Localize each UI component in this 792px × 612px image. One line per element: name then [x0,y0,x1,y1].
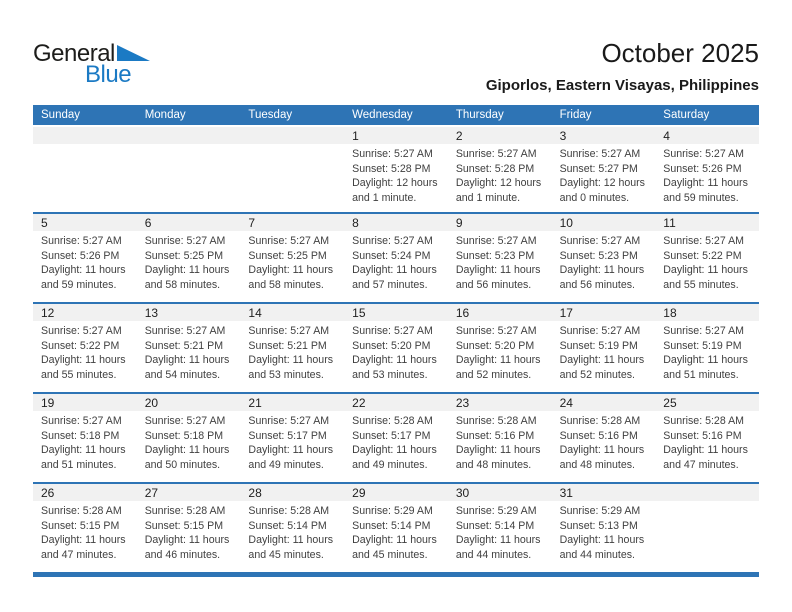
day-number: 8 [352,216,359,230]
day-number: 23 [455,396,470,410]
day-sunset-text: Sunset: 5:28 PM [455,162,535,175]
day-number [137,127,241,145]
day-daylight2-text: and 48 minutes. [559,458,635,471]
day-daylight1-text: Daylight: 11 hours [559,354,645,367]
day-daylight2-text: and 47 minutes. [663,458,739,471]
day-sunset-text: Sunset: 5:16 PM [559,429,638,442]
day-cell [33,321,137,382]
day-daylight1-text: Daylight: 11 hours [41,264,126,277]
day-sunset-text: Sunset: 5:15 PM [41,519,120,532]
day-daylight1-text: Daylight: 11 hours [248,444,334,457]
day-daylight1-text: Daylight: 11 hours [144,354,230,367]
day-sunset-text: Sunset: 5:25 PM [248,249,327,262]
day-daylight2-text: and 48 minutes. [455,458,532,471]
logo-triangle-icon [117,45,150,61]
day-daylight2-text: and 58 minutes. [248,278,324,291]
day-info-row [33,321,759,382]
day-cell [240,144,344,205]
day-daylight1-text: Daylight: 11 hours [663,444,748,457]
day-cell [344,231,448,292]
weeks-container [33,127,759,572]
day-cell [448,321,552,382]
general-blue-logo [33,42,233,92]
day-daylight2-text: and 50 minutes. [144,458,221,471]
day-info-row [33,411,759,472]
day-daylight2-text: and 56 minutes. [455,278,532,291]
day-sunrise-text: Sunrise: 5:27 AM [248,235,330,247]
day-daylight1-text: Daylight: 11 hours [144,444,230,457]
day-sunrise-text: Sunrise: 5:27 AM [455,235,537,247]
day-number [240,127,344,145]
day-sunrise-text: Sunrise: 5:27 AM [144,235,226,247]
day-daylight1-text: Daylight: 11 hours [455,264,541,277]
day-sunrise-text: Sunrise: 5:29 AM [352,505,433,517]
day-number: 15 [352,306,366,320]
day-number: 13 [144,306,159,320]
day-cell [344,321,448,382]
day-number: 9 [455,216,463,230]
day-daylight1-text: Daylight: 11 hours [352,264,437,277]
day-number: 28 [248,486,262,500]
day-cell [240,411,344,472]
week-row [33,212,759,302]
day-cell [655,501,759,562]
day-sunrise-text: Sunrise: 5:27 AM [663,325,744,337]
weekday-header-row [33,105,759,125]
week-row [33,302,759,392]
day-sunrise-text: Sunrise: 5:28 AM [352,415,433,427]
day-sunrise-text: Sunrise: 5:27 AM [559,235,641,247]
day-number: 25 [663,396,677,410]
day-number: 24 [559,396,573,410]
day-info-row [33,231,759,292]
day-daylight1-text: Daylight: 11 hours [248,354,334,367]
day-sunset-text: Sunset: 5:16 PM [455,429,535,442]
day-cell [552,144,656,205]
day-daylight2-text: and 52 minutes. [559,368,635,381]
day-sunrise-text: Sunrise: 5:28 AM [559,415,641,427]
day-daylight1-text: Daylight: 11 hours [663,354,748,367]
day-sunrise-text: Sunrise: 5:27 AM [352,325,433,337]
day-sunset-text: Sunset: 5:14 PM [352,519,431,532]
day-sunset-text: Sunset: 5:25 PM [144,249,224,262]
weekday-cell-wednesday: Wednesday [352,109,413,121]
day-sunrise-text: Sunrise: 5:27 AM [144,415,226,427]
day-daylight1-text: Daylight: 11 hours [455,534,541,547]
day-daylight1-text: Daylight: 11 hours [352,444,437,457]
day-sunrise-text: Sunrise: 5:27 AM [41,325,122,337]
day-sunset-text: Sunset: 5:26 PM [41,249,120,262]
weekday-cell-friday: Friday [559,109,592,121]
day-daylight2-text: and 46 minutes. [144,548,221,561]
day-sunrise-text: Sunrise: 5:27 AM [455,148,537,160]
day-number: 7 [248,216,256,230]
day-sunset-text: Sunset: 5:21 PM [248,339,327,352]
day-sunset-text: Sunset: 5:16 PM [663,429,742,442]
day-sunrise-text: Sunrise: 5:28 AM [144,505,226,517]
day-daylight2-text: and 55 minutes. [41,368,117,381]
day-daylight2-text: and 1 minute. [352,191,417,204]
day-number: 16 [455,306,470,320]
day-cell [655,144,759,205]
page-title: October 2025 [601,38,759,68]
day-number: 6 [144,216,152,230]
day-sunrise-text: Sunrise: 5:27 AM [559,148,641,160]
day-daylight2-text: and 52 minutes. [455,368,532,381]
day-cell [552,501,656,562]
day-daylight2-text: and 45 minutes. [352,548,428,561]
day-daylight2-text: and 57 minutes. [352,278,428,291]
day-daylight2-text: and 51 minutes. [663,368,739,381]
day-sunrise-text: Sunrise: 5:28 AM [41,505,122,517]
day-cell [240,231,344,292]
day-number-band [33,394,759,411]
day-number: 3 [559,129,567,143]
day-sunrise-text: Sunrise: 5:28 AM [455,415,537,427]
day-number: 30 [455,486,470,500]
day-cell [33,501,137,562]
day-sunrise-text: Sunrise: 5:28 AM [248,505,330,517]
day-number: 5 [41,216,48,230]
day-number [655,484,759,502]
day-number: 4 [663,129,670,143]
day-number-band [33,214,759,231]
day-info-row [33,144,759,205]
day-cell [448,501,552,562]
day-daylight2-text: and 53 minutes. [248,368,324,381]
day-number [33,127,137,145]
day-sunset-text: Sunset: 5:21 PM [144,339,224,352]
day-cell [344,411,448,472]
weekday-cell-saturday: Saturday [663,109,710,121]
day-daylight1-text: Daylight: 11 hours [559,444,645,457]
day-daylight1-text: Daylight: 11 hours [41,354,126,367]
day-sunset-text: Sunset: 5:20 PM [352,339,431,352]
day-daylight1-text: Daylight: 12 hours [559,177,645,190]
day-number: 21 [248,396,262,410]
day-sunrise-text: Sunrise: 5:27 AM [352,148,433,160]
day-sunrise-text: Sunrise: 5:27 AM [663,235,744,247]
calendar-footer-bar [33,572,759,577]
day-daylight2-text: and 56 minutes. [559,278,635,291]
day-sunset-text: Sunset: 5:18 PM [144,429,224,442]
week-row [33,482,759,572]
day-cell [552,411,656,472]
day-daylight2-text: and 53 minutes. [352,368,428,381]
day-sunrise-text: Sunrise: 5:28 AM [663,415,744,427]
day-sunset-text: Sunset: 5:28 PM [352,162,431,175]
day-daylight2-text: and 59 minutes. [663,191,739,204]
day-daylight1-text: Daylight: 11 hours [248,534,334,547]
day-cell [137,321,241,382]
day-cell [552,321,656,382]
day-number: 11 [663,216,676,230]
day-cell [655,411,759,472]
day-number: 27 [144,486,159,500]
day-daylight1-text: Daylight: 12 hours [455,177,542,190]
week-row [33,127,759,212]
day-sunset-text: Sunset: 5:14 PM [248,519,327,532]
day-number-band [33,304,759,321]
day-daylight1-text: Daylight: 11 hours [144,264,230,277]
day-number: 1 [352,129,359,143]
day-cell [655,321,759,382]
day-number: 2 [455,129,463,143]
day-daylight1-text: Daylight: 11 hours [455,444,541,457]
title-block [486,38,759,94]
day-daylight1-text: Daylight: 11 hours [248,264,334,277]
day-number: 10 [559,216,573,230]
day-daylight1-text: Daylight: 11 hours [559,264,645,277]
day-daylight2-text: and 44 minutes. [559,548,635,561]
day-cell [552,231,656,292]
day-sunset-text: Sunset: 5:26 PM [663,162,742,175]
day-sunrise-text: Sunrise: 5:27 AM [41,415,122,427]
day-cell [448,144,552,205]
day-daylight2-text: and 55 minutes. [663,278,739,291]
day-sunrise-text: Sunrise: 5:27 AM [248,325,330,337]
day-cell [240,501,344,562]
day-number: 29 [352,486,366,500]
day-sunset-text: Sunset: 5:22 PM [41,339,120,352]
day-number-band [33,127,759,144]
day-cell [137,144,241,205]
day-daylight1-text: Daylight: 11 hours [41,534,126,547]
day-number: 19 [41,396,55,410]
day-cell [448,411,552,472]
day-sunrise-text: Sunrise: 5:27 AM [41,235,122,247]
day-number: 14 [248,306,262,320]
day-number: 18 [663,306,677,320]
day-cell [344,501,448,562]
day-cell [240,321,344,382]
day-sunset-text: Sunset: 5:23 PM [559,249,638,262]
day-info-row [33,501,759,562]
day-daylight2-text: and 49 minutes. [248,458,324,471]
day-sunset-text: Sunset: 5:14 PM [455,519,535,532]
day-daylight2-text: and 45 minutes. [248,548,324,561]
logo-text-blue: Blue [85,61,132,88]
day-sunrise-text: Sunrise: 5:27 AM [455,325,537,337]
day-daylight1-text: Daylight: 11 hours [352,534,437,547]
day-sunset-text: Sunset: 5:20 PM [455,339,535,352]
day-sunrise-text: Sunrise: 5:27 AM [248,415,330,427]
day-sunrise-text: Sunrise: 5:29 AM [559,505,641,517]
day-cell [33,144,137,205]
day-cell [33,411,137,472]
day-daylight1-text: Daylight: 11 hours [352,354,437,367]
day-cell [33,231,137,292]
day-number: 12 [41,306,55,320]
calendar-table [33,105,759,577]
day-cell [137,411,241,472]
day-cell [137,231,241,292]
day-daylight2-text: and 47 minutes. [41,548,117,561]
day-daylight2-text: and 0 minutes. [559,191,630,204]
day-daylight2-text: and 58 minutes. [144,278,221,291]
day-number: 17 [559,306,573,320]
day-sunset-text: Sunset: 5:27 PM [559,162,638,175]
day-daylight2-text: and 51 minutes. [41,458,117,471]
day-sunset-text: Sunset: 5:19 PM [663,339,742,352]
day-sunrise-text: Sunrise: 5:27 AM [663,148,744,160]
day-sunset-text: Sunset: 5:22 PM [663,249,742,262]
day-cell [137,501,241,562]
day-daylight1-text: Daylight: 11 hours [559,534,645,547]
day-number-band [33,484,759,501]
day-daylight2-text: and 59 minutes. [41,278,117,291]
logo-text-general: General [33,40,115,67]
day-daylight1-text: Daylight: 11 hours [663,264,748,277]
day-sunrise-text: Sunrise: 5:27 AM [559,325,641,337]
day-daylight1-text: Daylight: 11 hours [41,444,126,457]
day-cell [344,144,448,205]
day-sunset-text: Sunset: 5:17 PM [248,429,327,442]
day-sunset-text: Sunset: 5:18 PM [41,429,120,442]
day-daylight2-text: and 49 minutes. [352,458,428,471]
day-daylight1-text: Daylight: 11 hours [663,177,748,190]
page-subtitle: Giporlos, Eastern Visayas, Philippines [485,77,759,94]
day-sunset-text: Sunset: 5:17 PM [352,429,431,442]
day-cell [448,231,552,292]
weekday-cell-sunday: Sunday [41,109,81,121]
day-sunset-text: Sunset: 5:15 PM [144,519,224,532]
day-daylight2-text: and 1 minute. [455,191,521,204]
day-daylight1-text: Daylight: 11 hours [144,534,230,547]
weekday-cell-monday: Monday [144,109,186,121]
weekday-cell-tuesday: Tuesday [248,109,293,121]
day-cell [655,231,759,292]
day-number: 20 [144,396,159,410]
day-number: 31 [559,486,573,500]
day-sunset-text: Sunset: 5:19 PM [559,339,638,352]
day-daylight1-text: Daylight: 11 hours [455,354,541,367]
day-number: 22 [352,396,366,410]
weekday-cell-thursday: Thursday [455,109,504,121]
day-sunrise-text: Sunrise: 5:27 AM [352,235,433,247]
week-row [33,392,759,482]
day-daylight2-text: and 44 minutes. [455,548,532,561]
day-sunset-text: Sunset: 5:24 PM [352,249,431,262]
day-sunset-text: Sunset: 5:13 PM [559,519,638,532]
day-sunset-text: Sunset: 5:23 PM [455,249,535,262]
day-daylight1-text: Daylight: 12 hours [352,177,438,190]
day-number: 26 [41,486,55,500]
day-sunrise-text: Sunrise: 5:29 AM [455,505,537,517]
day-sunrise-text: Sunrise: 5:27 AM [144,325,226,337]
day-daylight2-text: and 54 minutes. [144,368,221,381]
